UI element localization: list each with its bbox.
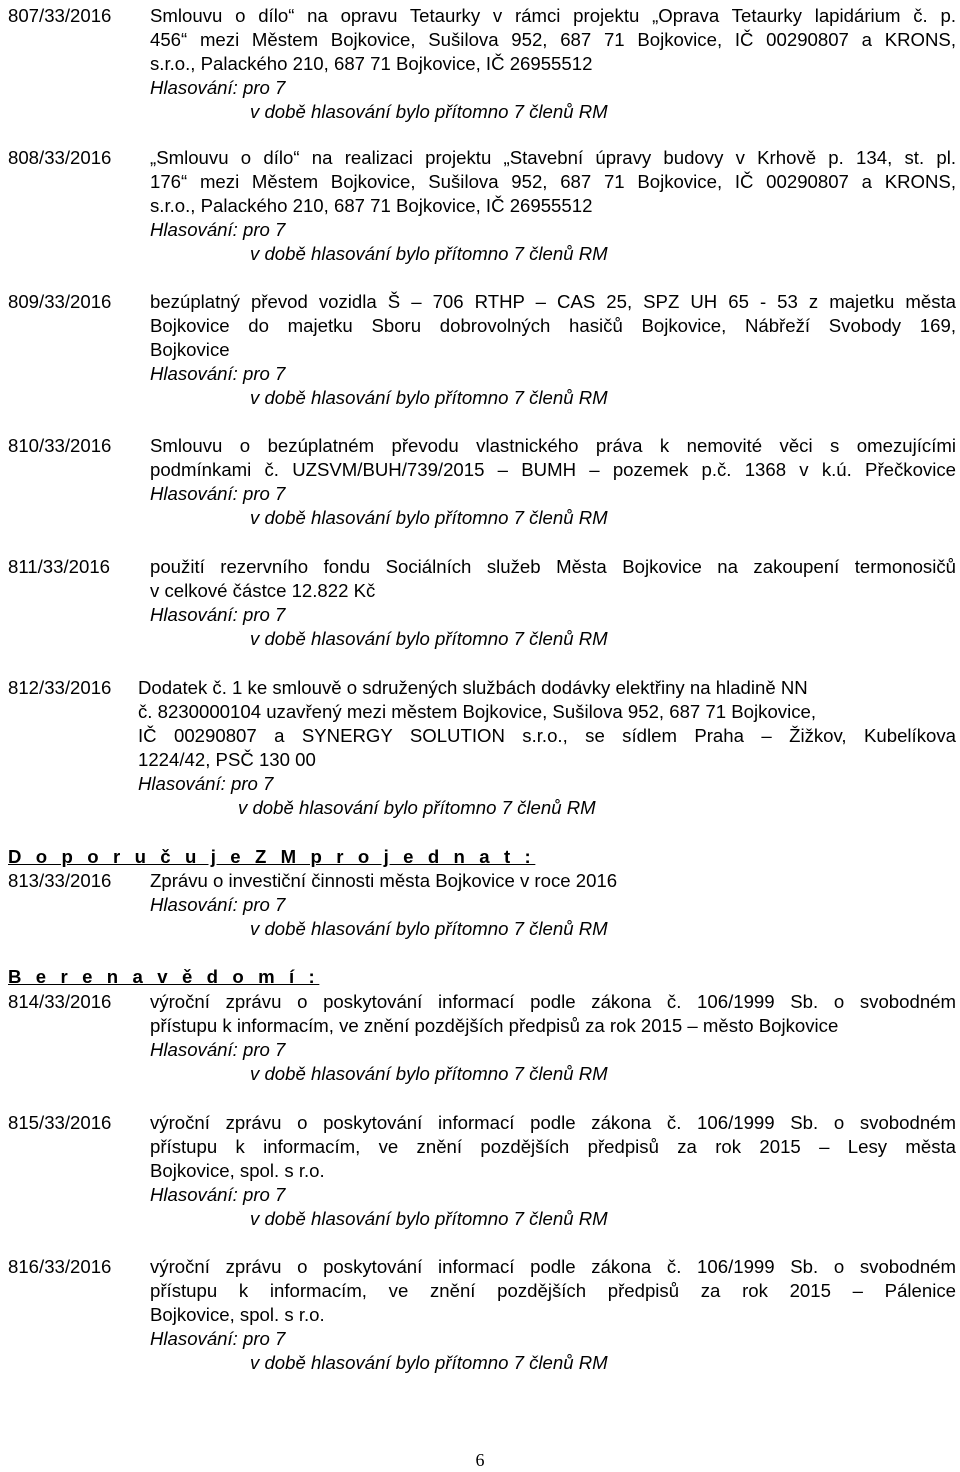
resolution-number: 816/33/2016 bbox=[8, 1256, 112, 1277]
attendance-note: v době hlasování bylo přítomno 7 členů RM bbox=[250, 1208, 608, 1229]
vote-result: Hlasování: pro 7 bbox=[150, 219, 286, 240]
resolution-text-line: výroční zprávu o poskytování informací podle zákona č. 106/1999 Sb. o svobodném bbox=[150, 991, 956, 1012]
resolution-text-line: Dodatek č. 1 ke smlouvě o sdružených službách dodávky elektřiny na hladině NN bbox=[138, 677, 808, 698]
attendance-note: v době hlasování bylo přítomno 7 členů RM bbox=[238, 797, 596, 818]
resolution-text-line: Smlouvu o dílo“ na opravu Tetaurky v rámci projektu „Oprava Tetaurky lapidárium č. p. bbox=[150, 5, 956, 26]
resolution-number: 814/33/2016 bbox=[8, 991, 112, 1012]
resolution-text-line: přístupu k informacím, ve znění pozdějších předpisů za rok 2015 – Pálenice bbox=[150, 1280, 956, 1301]
resolution-number: 813/33/2016 bbox=[8, 870, 112, 891]
attendance-note: v době hlasování bylo přítomno 7 členů RM bbox=[250, 628, 608, 649]
page-number: 6 bbox=[475, 1450, 485, 1470]
resolution-text-line: 456“ mezi Městem Bojkovice, Sušilova 952, 687 71 Bojkovice, IČ 00290807 a KRONS, bbox=[150, 29, 956, 50]
resolution-text-line: v celkové částce 12.822 Kč bbox=[150, 580, 376, 601]
resolution-text-line: s.r.o., Palackého 210, 687 71 Bojkovice, IČ 26955512 bbox=[150, 53, 593, 74]
resolution-text-line: výroční zprávu o poskytování informací podle zákona č. 106/1999 Sb. o svobodném bbox=[150, 1256, 956, 1277]
attendance-note: v době hlasování bylo přítomno 7 členů RM bbox=[250, 101, 608, 122]
resolution-text-line: Smlouvu o bezúplatném převodu vlastnického práva k nemovité věci s omezujícími bbox=[150, 435, 956, 456]
attendance-note: v době hlasování bylo přítomno 7 členů RM bbox=[250, 1352, 608, 1373]
resolution-number: 807/33/2016 bbox=[8, 5, 112, 26]
resolution-text-line: 1224/42, PSČ 130 00 bbox=[138, 749, 316, 770]
resolution-text-line: s.r.o., Palackého 210, 687 71 Bojkovice, IČ 26955512 bbox=[150, 195, 593, 216]
resolution-text-line: „Smlouvu o dílo“ na realizaci projektu „Stavební úpravy budovy v Krhově p. 134, st. pl. bbox=[150, 147, 956, 168]
vote-result: Hlasování: pro 7 bbox=[150, 604, 286, 625]
attendance-note: v době hlasování bylo přítomno 7 členů RM bbox=[250, 918, 608, 939]
vote-result: Hlasování: pro 7 bbox=[138, 773, 274, 794]
resolution-text-line: přístupu k informacím, ve znění pozdějších předpisů za rok 2015 – město Bojkovice bbox=[150, 1015, 839, 1036]
vote-result: Hlasování: pro 7 bbox=[150, 894, 286, 915]
vote-result: Hlasování: pro 7 bbox=[150, 483, 286, 504]
resolution-text-line: Bojkovice, spol. s r.o. bbox=[150, 1160, 325, 1181]
resolution-text-line: použití rezervního fondu Sociálních služeb Města Bojkovice na zakoupení termonosičů bbox=[150, 556, 956, 577]
resolution-text-line: IČ 00290807 a SYNERGY SOLUTION s.r.o., se sídlem Praha – Žižkov, Kubelíkova bbox=[138, 725, 956, 746]
resolution-number: 812/33/2016 bbox=[8, 677, 112, 698]
vote-result: Hlasování: pro 7 bbox=[150, 1039, 286, 1060]
vote-result: Hlasování: pro 7 bbox=[150, 363, 286, 384]
vote-result: Hlasování: pro 7 bbox=[150, 1184, 286, 1205]
resolution-text-line: bezúplatný převod vozidla Š – 706 RTHP – CAS 25, SPZ UH 65 - 53 z majetku města bbox=[150, 291, 956, 312]
resolution-number: 811/33/2016 bbox=[8, 556, 111, 577]
resolution-text-line: Bojkovice, spol. s r.o. bbox=[150, 1304, 325, 1325]
resolution-text-line: přístupu k informacím, ve znění pozdějších předpisů za rok 2015 – Lesy města bbox=[150, 1136, 956, 1157]
vote-result: Hlasování: pro 7 bbox=[150, 77, 286, 98]
resolution-text-line: Bojkovice do majetku Sboru dobrovolných hasičů Bojkovice, Nábřeží Svobody 169, bbox=[150, 315, 956, 336]
attendance-note: v době hlasování bylo přítomno 7 členů RM bbox=[250, 243, 608, 264]
resolution-text-line: podmínkami č. UZSVM/BUH/739/2015 – BUMH – pozemek p.č. 1368 v k.ú. Přečkovice bbox=[150, 459, 956, 480]
section-heading-notes: B e r e n a v ě d o m í : bbox=[8, 966, 320, 987]
resolution-text-line: č. 8230000104 uzavřený mezi městem Bojkovice, Sušilova 952, 687 71 Bojkovice, bbox=[138, 701, 817, 722]
attendance-note: v době hlasování bylo přítomno 7 členů RM bbox=[250, 387, 608, 408]
resolution-text-line: 176“ mezi Městem Bojkovice, Sušilova 952, 687 71 Bojkovice, IČ 00290807 a KRONS, bbox=[150, 171, 956, 192]
section-heading-recommends: D o p o r u č u j e Z M p r o j e d n a t : bbox=[8, 846, 536, 867]
resolution-number: 810/33/2016 bbox=[8, 435, 112, 456]
resolution-number: 808/33/2016 bbox=[8, 147, 112, 168]
attendance-note: v době hlasování bylo přítomno 7 členů RM bbox=[250, 507, 608, 528]
resolution-text-line: Zprávu o investiční činnosti města Bojkovice v roce 2016 bbox=[150, 870, 618, 891]
resolution-text-line: výroční zprávu o poskytování informací podle zákona č. 106/1999 Sb. o svobodném bbox=[150, 1112, 956, 1133]
resolution-number: 809/33/2016 bbox=[8, 291, 112, 312]
attendance-note: v době hlasování bylo přítomno 7 členů RM bbox=[250, 1063, 608, 1084]
resolution-number: 815/33/2016 bbox=[8, 1112, 112, 1133]
vote-result: Hlasování: pro 7 bbox=[150, 1328, 286, 1349]
resolution-text-line: Bojkovice bbox=[150, 339, 230, 360]
